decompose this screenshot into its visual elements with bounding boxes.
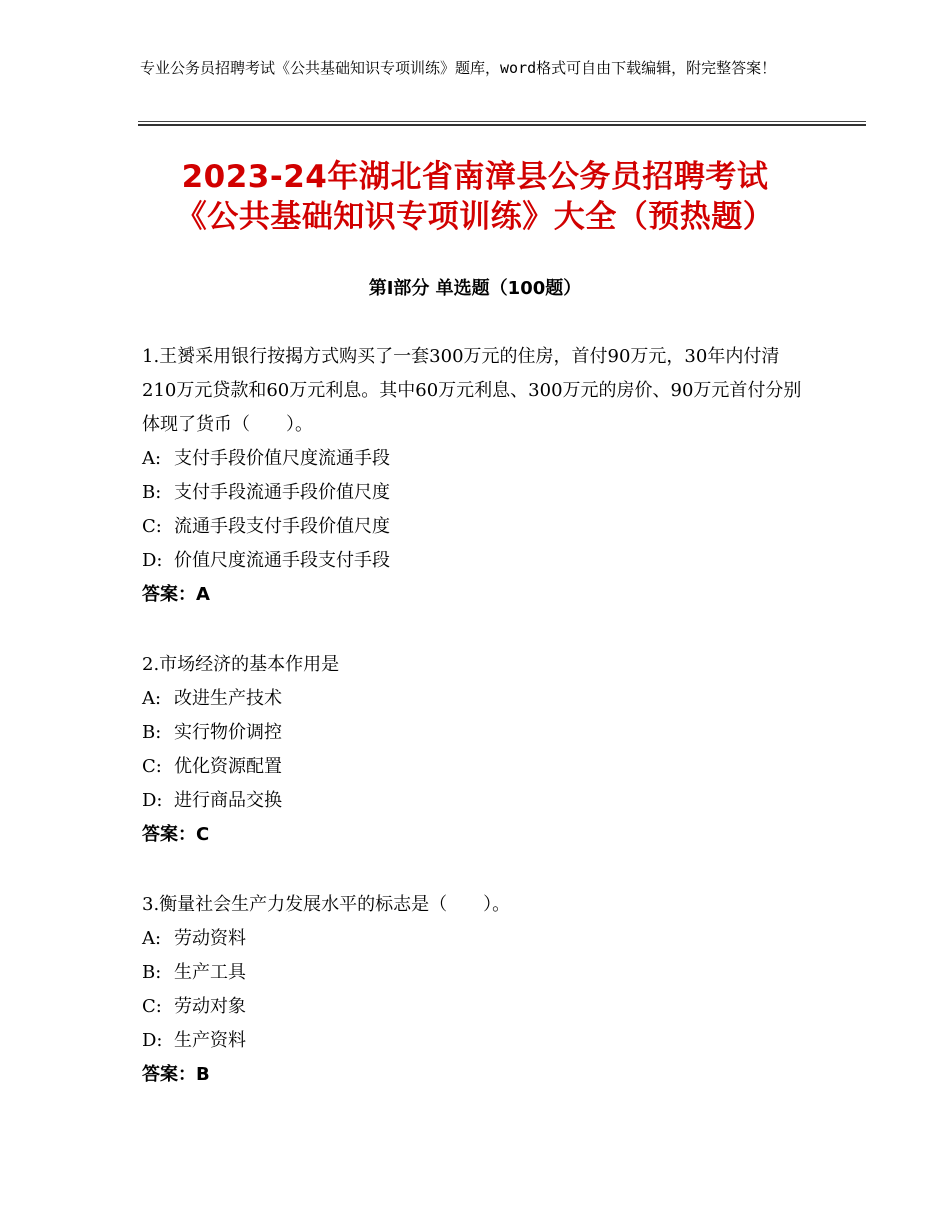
option-c xyxy=(142,750,812,784)
option-a xyxy=(142,682,812,716)
option-text: 优化资源配置 xyxy=(174,756,282,777)
title-line-1: 2023-24年湖北省南漳县公务员招聘考试 xyxy=(181,159,769,195)
document-title xyxy=(110,157,840,237)
option-key: A: xyxy=(142,688,162,709)
option-key: A: xyxy=(142,928,162,949)
option-a xyxy=(142,922,812,956)
option-text: 流通手段支付手段价值尺度 xyxy=(174,516,390,537)
option-key: C: xyxy=(142,996,162,1017)
answer-label: 答案：B xyxy=(142,1064,210,1085)
option-text: 改进生产技术 xyxy=(174,688,282,709)
option-key: C: xyxy=(142,516,162,537)
option-c xyxy=(142,510,812,544)
option-text: 劳动资料 xyxy=(174,928,246,949)
header-divider xyxy=(138,121,866,122)
option-d xyxy=(142,784,812,818)
option-key: D: xyxy=(142,550,163,571)
option-text: 生产工具 xyxy=(174,962,246,983)
option-text: 进行商品交换 xyxy=(174,790,282,811)
option-b xyxy=(142,956,812,990)
option-key: B: xyxy=(142,962,162,983)
section-heading: 第Ⅰ部分 单选题（100题） xyxy=(368,278,582,299)
option-a xyxy=(142,442,812,476)
option-key: D: xyxy=(142,790,163,811)
option-text: 支付手段流通手段价值尺度 xyxy=(174,482,390,503)
option-key: B: xyxy=(142,722,162,743)
option-text: 实行物价调控 xyxy=(174,722,282,743)
answer-label: 答案：A xyxy=(142,584,210,605)
option-key: C: xyxy=(142,756,162,777)
option-d xyxy=(142,544,812,578)
question-stem: 2.市场经济的基本作用是 xyxy=(142,654,340,675)
question-stem: 1.王赟采用银行按揭方式购买了一套300万元的住房，首付90万元，30年内付清210万元贷款和60万元利息。其中60万元利息、300万元的房价、90万元首付分别体现了货币（ ）。 xyxy=(142,346,802,435)
option-key: A: xyxy=(142,448,162,469)
option-key: D: xyxy=(142,1030,163,1051)
option-text: 价值尺度流通手段支付手段 xyxy=(174,550,390,571)
question-2 xyxy=(142,648,812,852)
option-text: 生产资料 xyxy=(174,1030,246,1051)
question-1 xyxy=(142,340,812,612)
option-key: B: xyxy=(142,482,162,503)
option-text: 劳动对象 xyxy=(174,996,246,1017)
answer-label: 答案：C xyxy=(142,824,210,845)
option-d xyxy=(142,1024,812,1058)
header-note: 专业公务员招聘考试《公共基础知识专项训练》题库，word格式可自由下载编辑，附完整答案！ xyxy=(140,59,777,77)
question-stem: 3.衡量社会生产力发展水平的标志是（ ）。 xyxy=(142,894,511,915)
option-b xyxy=(142,716,812,750)
header-divider-thick xyxy=(138,124,866,126)
option-b xyxy=(142,476,812,510)
title-line-2: 《公共基础知识专项训练》大全（预热题） xyxy=(175,199,775,235)
option-text: 支付手段价值尺度流通手段 xyxy=(174,448,390,469)
question-3 xyxy=(142,888,812,1092)
option-c xyxy=(142,990,812,1024)
